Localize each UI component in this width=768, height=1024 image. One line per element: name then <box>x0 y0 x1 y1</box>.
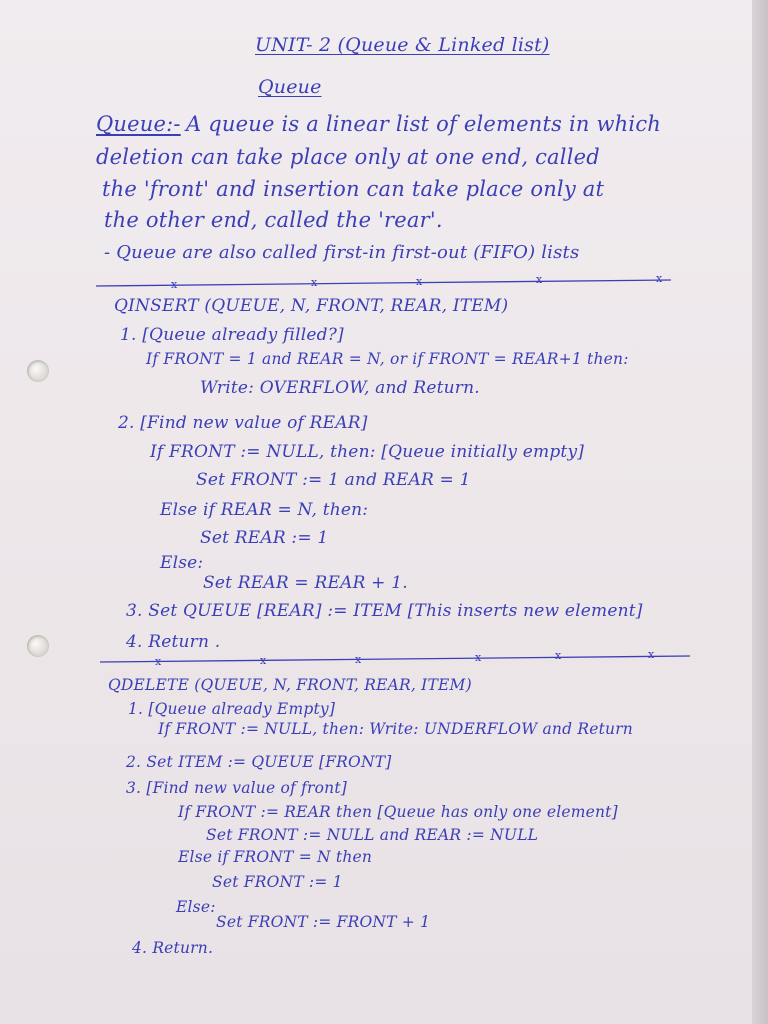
delete-set-null: Set FRONT := NULL and REAR := NULL <box>206 826 539 844</box>
punch-hole-bottom <box>27 635 49 657</box>
insert-step-3: 3. Set QUEUE [REAR] := ITEM [This inserts new element] <box>126 601 643 621</box>
insert-else-if: Else if REAR = N, then: <box>160 500 369 520</box>
svg-text:x: x <box>155 655 162 668</box>
delete-increment-front: Set FRONT := FRONT + 1 <box>216 913 431 931</box>
svg-text:x: x <box>536 273 543 286</box>
definition-line-4: the other end, called the 'rear'. <box>104 208 443 232</box>
svg-text:x: x <box>171 278 178 291</box>
section-divider-1 <box>96 272 676 292</box>
unit-title: UNIT- 2 (Queue & Linked list) <box>255 34 550 56</box>
delete-step-1: 1. [Queue already Empty] <box>128 700 336 718</box>
insert-increment-rear: Set REAR = REAR + 1. <box>203 573 408 593</box>
delete-step-3: 3. [Find new value of front] <box>126 779 348 797</box>
delete-heading: QDELETE (QUEUE, N, FRONT, REAR, ITEM) <box>108 676 472 694</box>
insert-step-4: 4. Return . <box>126 632 221 652</box>
definition-term: Queue:- <box>96 112 181 136</box>
delete-set-front-1: Set FRONT := 1 <box>212 873 343 891</box>
definition-line-3: the 'front' and insertion can take place only at <box>102 177 605 201</box>
svg-text:x: x <box>416 275 423 288</box>
page-edge <box>752 0 768 1024</box>
svg-text:x: x <box>355 653 362 666</box>
delete-step-4: 4. Return. <box>132 939 214 957</box>
insert-condition: If FRONT = 1 and REAR = N, or if FRONT = REAR+1 then: <box>146 350 629 368</box>
delete-else: Else: <box>176 898 216 916</box>
fifo-note: - Queue are also called first-in first-out (FIFO) lists <box>104 242 580 263</box>
section-title: Queue <box>258 76 322 98</box>
delete-underflow: If FRONT := NULL, then: Write: UNDERFLOW and Return <box>158 720 633 738</box>
definition-line-2: deletion can take place only at one end, called <box>96 145 600 169</box>
definition-line-1: A queue is a linear list of elements in which <box>186 112 662 136</box>
svg-text:x: x <box>656 272 663 285</box>
svg-text:x: x <box>555 649 562 662</box>
insert-else: Else: <box>160 553 204 573</box>
insert-set-rear-1: Set REAR := 1 <box>200 528 329 548</box>
insert-null-check: If FRONT := NULL, then: [Queue initially empty] <box>150 442 585 462</box>
insert-overflow: Write: OVERFLOW, and Return. <box>200 378 480 398</box>
svg-text:x: x <box>648 648 655 661</box>
delete-single-check: If FRONT := REAR then [Queue has only one element] <box>178 803 618 821</box>
section-divider-2 <box>100 648 700 668</box>
insert-step-2: 2. [Find new value of REAR] <box>118 413 368 433</box>
punch-hole-top <box>27 360 49 382</box>
svg-text:x: x <box>260 654 267 667</box>
insert-step-1: 1. [Queue already filled?] <box>120 325 344 345</box>
insert-set-front: Set FRONT := 1 and REAR = 1 <box>196 470 471 490</box>
insert-heading: QINSERT (QUEUE, N, FRONT, REAR, ITEM) <box>114 296 509 316</box>
delete-step-2: 2. Set ITEM := QUEUE [FRONT] <box>126 753 392 771</box>
svg-text:x: x <box>311 276 318 289</box>
delete-else-if: Else if FRONT = N then <box>178 848 373 866</box>
svg-text:x: x <box>475 651 482 664</box>
